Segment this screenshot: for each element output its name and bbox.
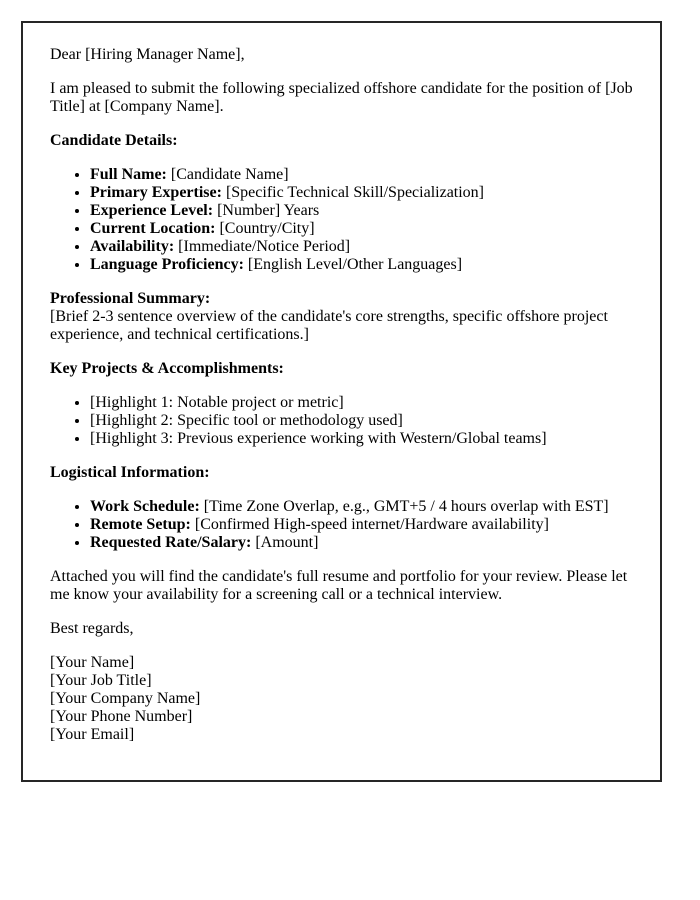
signature-name: [Your Name] <box>50 654 135 671</box>
list-item-experience-level <box>90 202 636 220</box>
item-value: [Specific Technical Skill/Specialization] <box>221 184 485 201</box>
item-label: Primary Expertise: <box>90 184 222 201</box>
signature-block <box>50 654 636 744</box>
intro-paragraph: I am pleased to submit the following specialized offshore candidate for the position of [Job Title] at [Company Name]. <box>50 80 633 115</box>
key-projects-heading: Key Projects & Accomplishments: <box>50 360 284 377</box>
letter-document <box>21 21 662 782</box>
signature-email: [Your Email] <box>50 726 135 743</box>
item-label: Current Location: <box>90 220 216 237</box>
greeting: Dear [Hiring Manager Name], <box>50 46 245 63</box>
candidate-details-list <box>50 166 636 274</box>
item-label: Requested Rate/Salary: <box>90 534 252 551</box>
item-value: [Number] Years <box>213 202 320 219</box>
list-item-remote-setup <box>90 516 636 534</box>
item-value: [Time Zone Overlap, e.g., GMT+5 / 4 hours overlap with EST] <box>199 498 609 515</box>
item-value: [Immediate/Notice Period] <box>174 238 351 255</box>
list-item-availability <box>90 238 636 256</box>
logistical-information-list <box>50 498 636 552</box>
candidate-details-heading: Candidate Details: <box>50 132 178 149</box>
item-label: Language Proficiency: <box>90 256 244 273</box>
list-item-current-location <box>90 220 636 238</box>
item-label: Remote Setup: <box>90 516 191 533</box>
list-item-full-name <box>90 166 636 184</box>
professional-summary-heading: Professional Summary: <box>50 290 211 307</box>
item-label: Work Schedule: <box>90 498 200 515</box>
item-value: [Country/City] <box>215 220 315 237</box>
signoff: Best regards, <box>50 620 134 637</box>
closing-paragraph: Attached you will find the candidate's full resume and portfolio for your review. Please let me know your availability for a screening call or a technical interview. <box>50 568 628 603</box>
list-item-highlight-3: • [Highlight 3: Previous experience working with Western/Global teams] <box>90 430 636 448</box>
list-item-work-schedule <box>90 498 636 516</box>
key-projects-list <box>50 394 636 448</box>
item-value: [English Level/Other Languages] <box>243 256 463 273</box>
list-item-language-proficiency <box>90 256 636 274</box>
professional-summary-body: [Brief 2-3 sentence overview of the candidate's core strengths, specific offshore project experience, and technical certifications.] <box>50 308 608 343</box>
logistical-information-heading: Logistical Information: <box>50 464 210 481</box>
professional-summary-paragraph <box>50 290 636 344</box>
list-item-highlight-1: • [Highlight 1: Notable project or metric] <box>90 394 636 412</box>
signature-company: [Your Company Name] <box>50 690 201 707</box>
signature-phone: [Your Phone Number] <box>50 708 193 725</box>
item-label: Experience Level: <box>90 202 214 219</box>
item-label: Availability: <box>90 238 175 255</box>
item-label: Full Name: <box>90 166 167 183</box>
list-item-highlight-2: • [Highlight 2: Specific tool or methodology used] <box>90 412 636 430</box>
list-item-primary-expertise <box>90 184 636 202</box>
signature-job-title: [Your Job Title] <box>50 672 152 689</box>
item-value: [Confirmed High-speed internet/Hardware availability] <box>190 516 549 533</box>
item-value: [Amount] <box>251 534 319 551</box>
item-value: [Candidate Name] <box>166 166 289 183</box>
list-item-requested-rate <box>90 534 636 552</box>
